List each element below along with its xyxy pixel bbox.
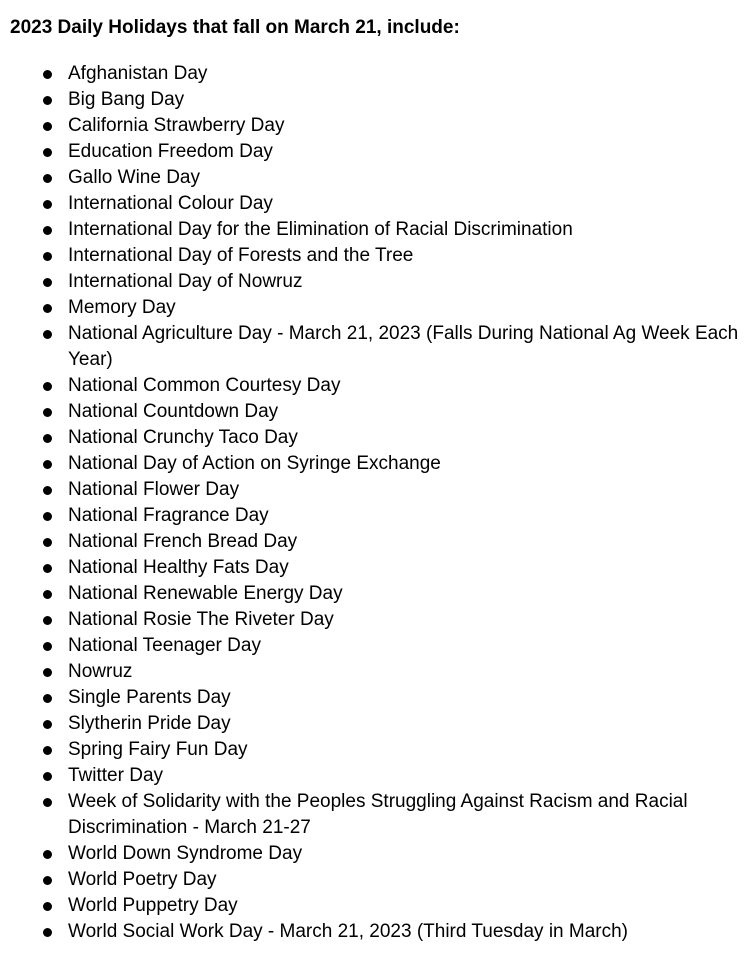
bullet-icon	[43, 694, 52, 703]
list-item	[0, 399, 745, 425]
bullet-icon	[43, 148, 52, 157]
list-item	[0, 503, 745, 529]
list-item-text: Spring Fairy Fun Day	[68, 739, 248, 760]
list-item	[0, 113, 745, 139]
bullet-icon	[43, 746, 52, 755]
bullet-icon	[43, 252, 52, 261]
bullet-icon	[43, 330, 52, 339]
list-item-text: International Day for the Elimination of Racial Discrimination	[68, 219, 573, 240]
bullet-icon	[43, 122, 52, 131]
list-item	[0, 269, 745, 295]
list-item-text: National Day of Action on Syringe Exchange	[68, 453, 441, 474]
bullet-icon	[43, 200, 52, 209]
list-item	[0, 555, 745, 581]
list-item-text: National Teenager Day	[68, 635, 261, 656]
bullet-icon	[43, 720, 52, 729]
list-item	[0, 867, 745, 893]
bullet-icon	[43, 174, 52, 183]
list-item-text: International Colour Day	[68, 193, 273, 214]
list-item-text: National Agriculture Day - March 21, 2023 (Falls During National Ag Week Each Year)	[68, 323, 739, 370]
bullet-icon	[43, 278, 52, 287]
list-item	[0, 87, 745, 113]
list-item-text: National Rosie The Riveter Day	[68, 609, 334, 630]
list-item-text: National Healthy Fats Day	[68, 557, 289, 578]
bullet-icon	[43, 798, 52, 807]
list-item-text: National Crunchy Taco Day	[68, 427, 298, 448]
list-item	[0, 165, 745, 191]
list-item-text: National Fragrance Day	[68, 505, 269, 526]
holiday-list	[0, 61, 745, 945]
list-item-text: Big Bang Day	[68, 89, 185, 110]
bullet-icon	[43, 902, 52, 911]
bullet-icon	[43, 382, 52, 391]
list-item	[0, 893, 745, 919]
list-item-text: National Common Courtesy Day	[68, 375, 341, 396]
list-item	[0, 919, 745, 945]
page-heading: 2023 Daily Holidays that fall on March 21, include:	[10, 17, 460, 38]
list-item-text: California Strawberry Day	[68, 115, 285, 136]
bullet-icon	[43, 564, 52, 573]
list-item-text: Nowruz	[68, 661, 133, 682]
list-item	[0, 581, 745, 607]
list-item-text: Slytherin Pride Day	[68, 713, 231, 734]
list-item	[0, 685, 745, 711]
list-item-text: World Down Syndrome Day	[68, 843, 303, 864]
bullet-icon	[43, 226, 52, 235]
bullet-icon	[43, 512, 52, 521]
list-item	[0, 711, 745, 737]
bullet-icon	[43, 616, 52, 625]
list-item	[0, 659, 745, 685]
list-item	[0, 763, 745, 789]
bullet-icon	[43, 460, 52, 469]
list-item	[0, 217, 745, 243]
list-item-text: Memory Day	[68, 297, 176, 318]
list-item	[0, 139, 745, 165]
list-item-text: National Renewable Energy Day	[68, 583, 343, 604]
bullet-icon	[43, 304, 52, 313]
list-item	[0, 321, 745, 373]
bullet-icon	[43, 590, 52, 599]
list-item	[0, 373, 745, 399]
bullet-icon	[43, 538, 52, 547]
list-item	[0, 529, 745, 555]
bullet-icon	[43, 70, 52, 79]
list-item-text: International Day of Forests and the Tree	[68, 245, 414, 266]
list-item	[0, 61, 745, 87]
list-item-text: National Countdown Day	[68, 401, 279, 422]
list-item	[0, 607, 745, 633]
list-item	[0, 841, 745, 867]
list-item-text: World Poetry Day	[68, 869, 217, 890]
bullet-icon	[43, 772, 52, 781]
list-item	[0, 295, 745, 321]
bullet-icon	[43, 408, 52, 417]
list-item	[0, 191, 745, 217]
list-item	[0, 425, 745, 451]
bullet-icon	[43, 668, 52, 677]
list-item-text: Gallo Wine Day	[68, 167, 200, 188]
list-item-text: Afghanistan Day	[68, 63, 208, 84]
list-item-text: National Flower Day	[68, 479, 240, 500]
list-item	[0, 789, 745, 841]
list-item	[0, 633, 745, 659]
list-item	[0, 737, 745, 763]
bullet-icon	[43, 96, 52, 105]
bullet-icon	[43, 434, 52, 443]
list-item	[0, 451, 745, 477]
list-item-text: Education Freedom Day	[68, 141, 273, 162]
list-item-text: Single Parents Day	[68, 687, 231, 708]
bullet-icon	[43, 642, 52, 651]
list-item-text: World Puppetry Day	[68, 895, 238, 916]
list-item-text: Twitter Day	[68, 765, 164, 786]
list-item-text: Week of Solidarity with the Peoples Struggling Against Racism and Racial Discrimination - March 21-27	[68, 791, 688, 838]
list-item-text: International Day of Nowruz	[68, 271, 303, 292]
list-item	[0, 243, 745, 269]
list-item-text: National French Bread Day	[68, 531, 298, 552]
bullet-icon	[43, 486, 52, 495]
list-item	[0, 477, 745, 503]
bullet-icon	[43, 876, 52, 885]
list-item-text: World Social Work Day - March 21, 2023 (Third Tuesday in March)	[68, 921, 628, 942]
bullet-icon	[43, 850, 52, 859]
bullet-icon	[43, 928, 52, 937]
